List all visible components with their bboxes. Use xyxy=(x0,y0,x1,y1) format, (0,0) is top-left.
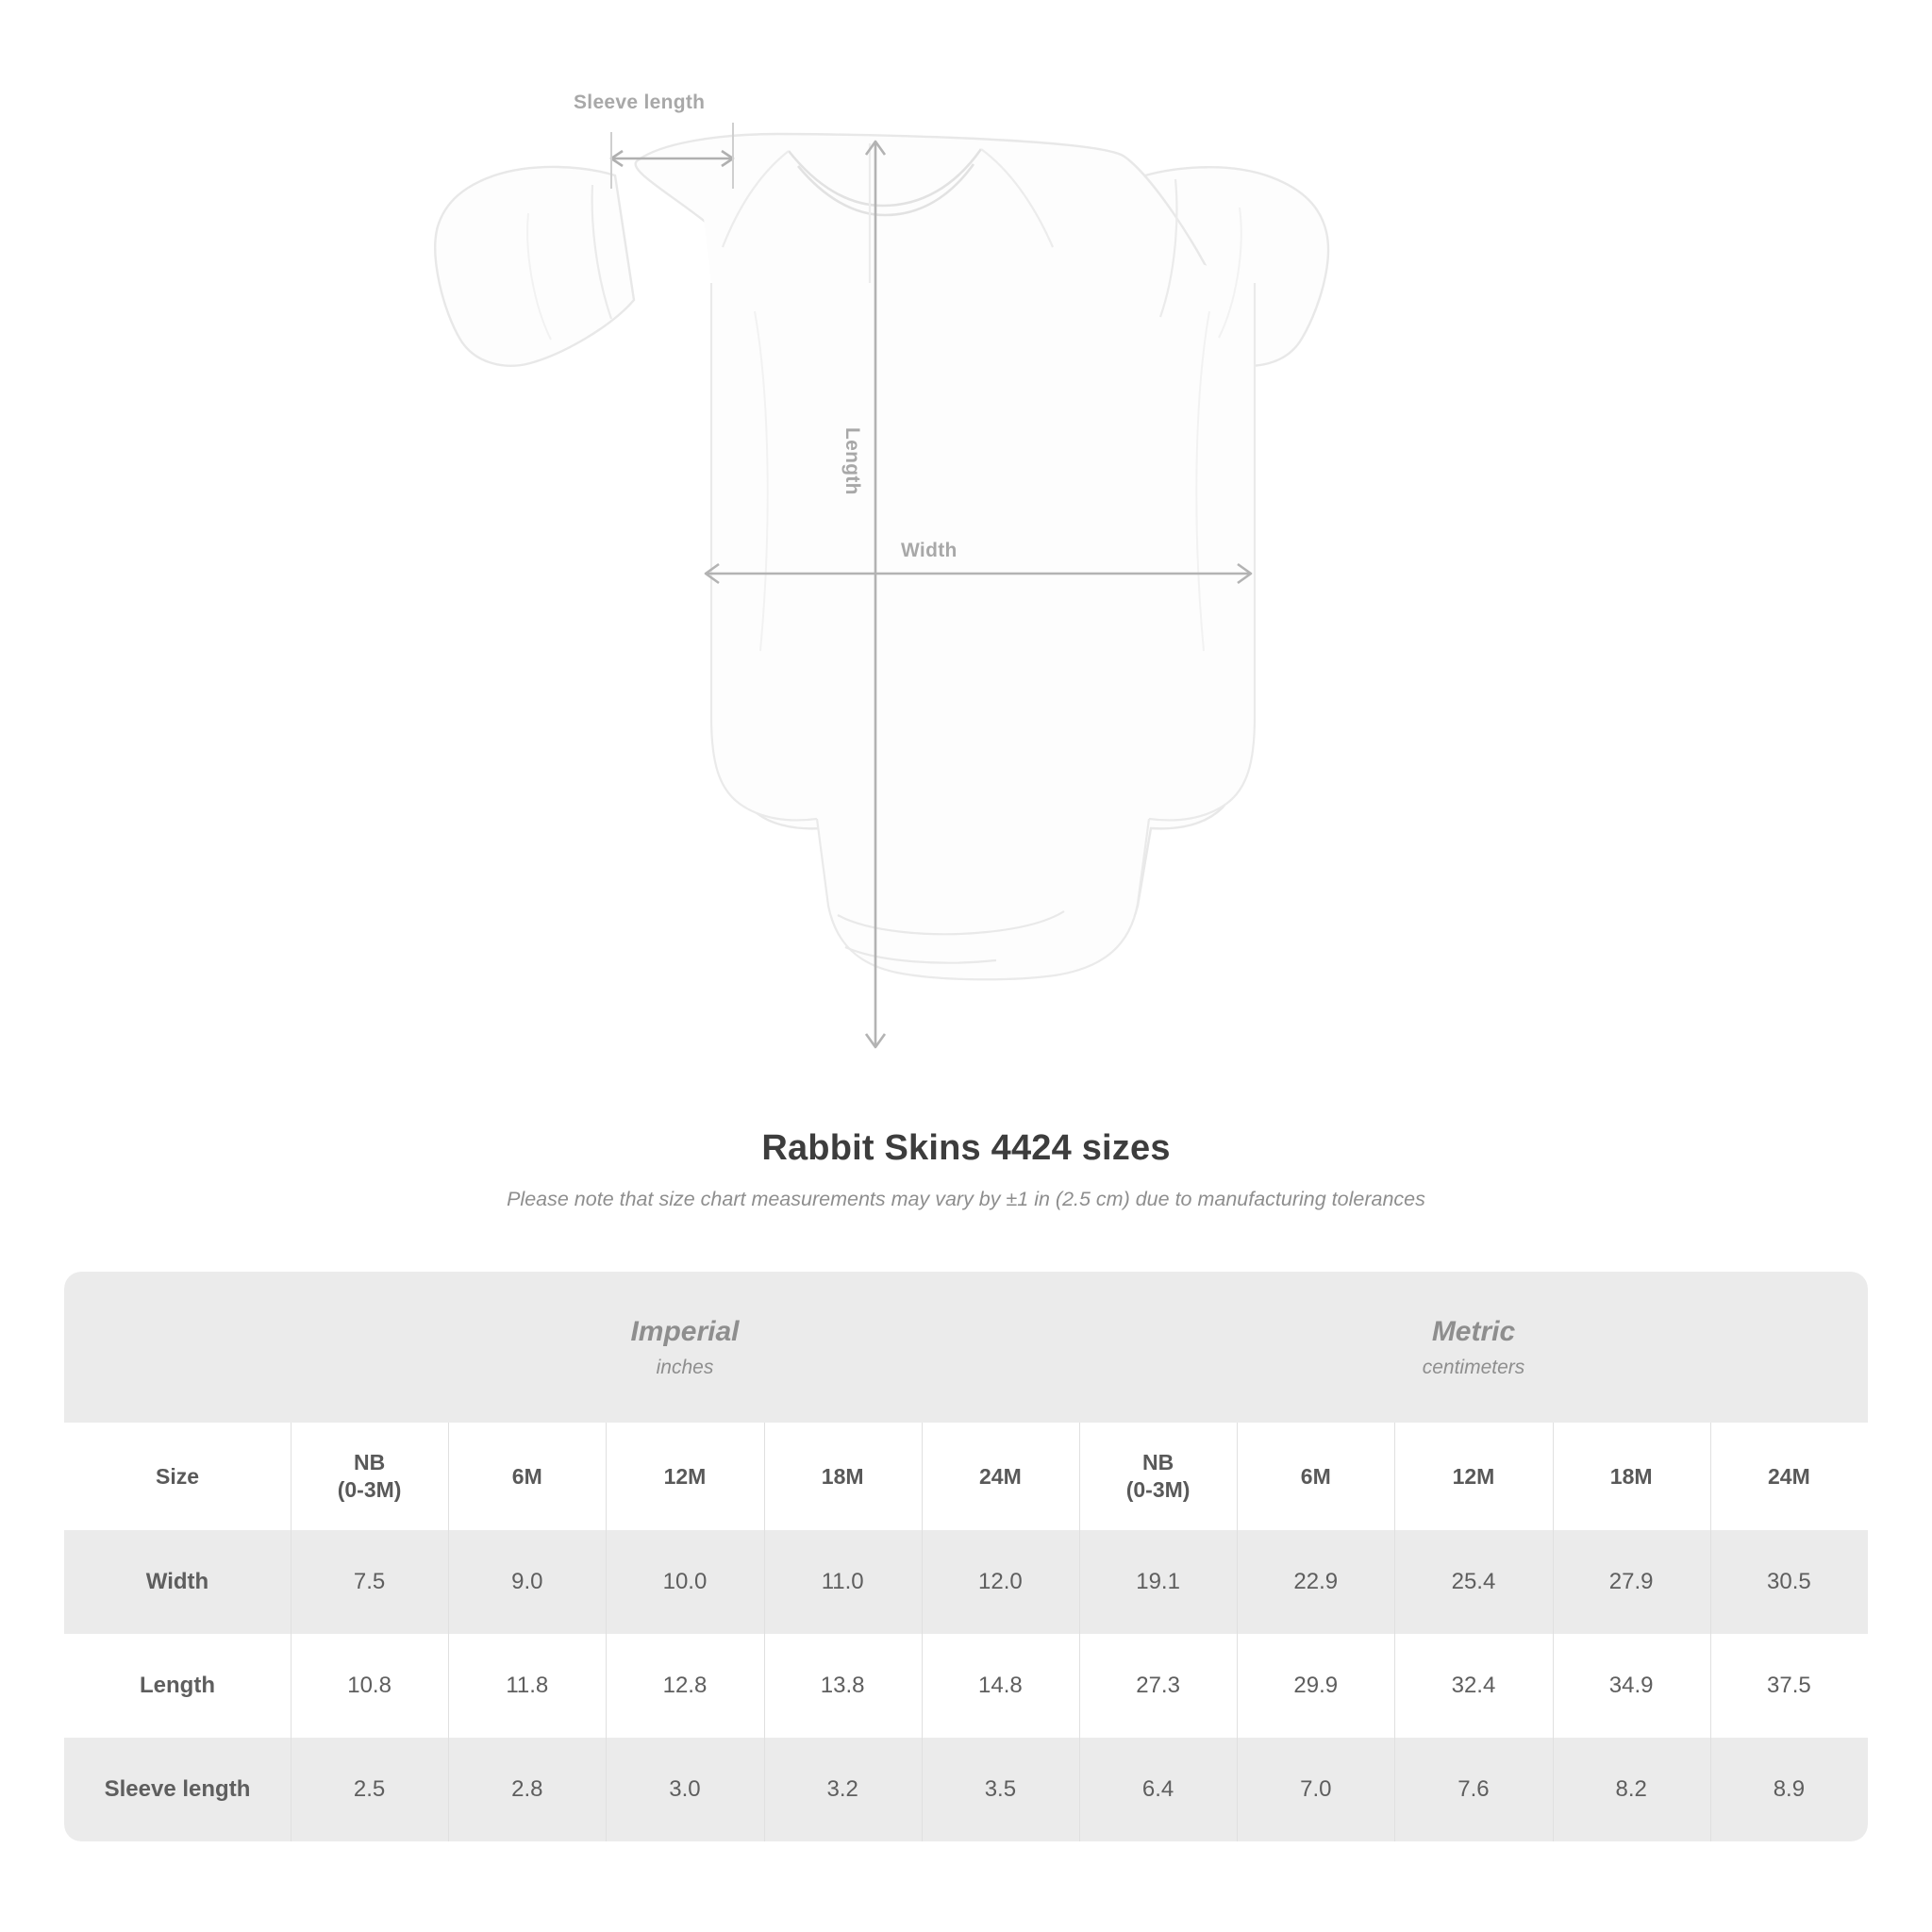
cell-length-6m-imperial: 11.8 xyxy=(448,1634,606,1738)
cell-length-nb-metric: 27.3 xyxy=(1079,1634,1237,1738)
sleeve-length-dimension-label: Sleeve length xyxy=(574,92,706,113)
cell-sleeve-12m-metric: 7.6 xyxy=(1394,1738,1552,1841)
header-col-12m-imperial: 12M xyxy=(606,1423,763,1530)
header-col-6m-imperial: 6M xyxy=(448,1423,606,1530)
header-col-nb-metric-line2: (0-3M) xyxy=(1125,1477,1191,1502)
header-size-label: Size xyxy=(64,1423,291,1530)
table-row xyxy=(64,1738,1868,1841)
cell-sleeve-18m-metric: 8.2 xyxy=(1553,1738,1710,1841)
title-block xyxy=(0,1128,1932,1211)
unit-group-row xyxy=(64,1272,1868,1423)
cell-width-18m-metric: 27.9 xyxy=(1553,1530,1710,1634)
cell-length-nb-imperial: 10.8 xyxy=(291,1634,448,1738)
cell-sleeve-nb-imperial: 2.5 xyxy=(291,1738,448,1841)
cell-width-12m-metric: 25.4 xyxy=(1394,1530,1552,1634)
row-label-width: Width xyxy=(64,1530,291,1634)
cell-width-6m-metric: 22.9 xyxy=(1237,1530,1394,1634)
header-col-24m-imperial: 24M xyxy=(922,1423,1079,1530)
header-col-nb-metric xyxy=(1079,1423,1237,1530)
header-col-18m-imperial: 18M xyxy=(764,1423,922,1530)
unit-group-imperial xyxy=(291,1272,1079,1423)
unit-group-metric-sub: centimeters xyxy=(1422,1357,1525,1378)
unit-group-metric-name: Metric xyxy=(1431,1316,1516,1347)
cell-length-18m-imperial: 13.8 xyxy=(764,1634,922,1738)
cell-length-12m-imperial: 12.8 xyxy=(606,1634,763,1738)
cell-sleeve-nb-metric: 6.4 xyxy=(1079,1738,1237,1841)
cell-length-24m-imperial: 14.8 xyxy=(922,1634,1079,1738)
header-col-nb-metric-line1: NB xyxy=(1141,1450,1174,1475)
cell-sleeve-6m-metric: 7.0 xyxy=(1237,1738,1394,1841)
cell-sleeve-24m-imperial: 3.5 xyxy=(922,1738,1079,1841)
cell-width-12m-imperial: 10.0 xyxy=(606,1530,763,1634)
length-dimension-label: Length xyxy=(841,427,863,495)
unit-group-imperial-name: Imperial xyxy=(630,1316,740,1347)
cell-sleeve-24m-metric: 8.9 xyxy=(1710,1738,1868,1841)
header-col-6m-metric: 6M xyxy=(1237,1423,1394,1530)
size-table xyxy=(64,1272,1868,1841)
cell-sleeve-18m-imperial: 3.2 xyxy=(764,1738,922,1841)
page-title: Rabbit Skins 4424 sizes xyxy=(761,1128,1171,1168)
cell-sleeve-12m-imperial: 3.0 xyxy=(606,1738,763,1841)
width-dimension-label: Width xyxy=(901,540,958,561)
header-col-18m-metric: 18M xyxy=(1553,1423,1710,1530)
header-col-24m-metric: 24M xyxy=(1710,1423,1868,1530)
cell-width-6m-imperial: 9.0 xyxy=(448,1530,606,1634)
header-col-12m-metric: 12M xyxy=(1394,1423,1552,1530)
tolerance-note: Please note that size chart measurements may vary by ±1 in (2.5 cm) due to manufacturing tolerances xyxy=(507,1188,1425,1210)
column-header-row xyxy=(64,1423,1868,1530)
table-row xyxy=(64,1634,1868,1738)
cell-length-18m-metric: 34.9 xyxy=(1553,1634,1710,1738)
row-label-sleeve-length: Sleeve length xyxy=(64,1738,291,1841)
table-row xyxy=(64,1530,1868,1634)
unit-row-spacer xyxy=(64,1272,291,1423)
cell-width-18m-imperial: 11.0 xyxy=(764,1530,922,1634)
cell-length-6m-metric: 29.9 xyxy=(1237,1634,1394,1738)
unit-group-imperial-sub: inches xyxy=(656,1357,714,1378)
unit-group-metric xyxy=(1079,1272,1868,1423)
cell-width-24m-imperial: 12.0 xyxy=(922,1530,1079,1634)
header-col-nb-imperial xyxy=(291,1423,448,1530)
cell-width-nb-metric: 19.1 xyxy=(1079,1530,1237,1634)
cell-length-24m-metric: 37.5 xyxy=(1710,1634,1868,1738)
cell-width-nb-imperial: 7.5 xyxy=(291,1530,448,1634)
size-table-container xyxy=(64,1272,1868,1841)
cell-length-12m-metric: 32.4 xyxy=(1394,1634,1552,1738)
cell-width-24m-metric: 30.5 xyxy=(1710,1530,1868,1634)
header-col-nb-imperial-line2: (0-3M) xyxy=(337,1477,402,1502)
header-col-nb-imperial-line1: NB xyxy=(353,1450,386,1475)
row-label-length: Length xyxy=(64,1634,291,1738)
cell-sleeve-6m-imperial: 2.8 xyxy=(448,1738,606,1841)
